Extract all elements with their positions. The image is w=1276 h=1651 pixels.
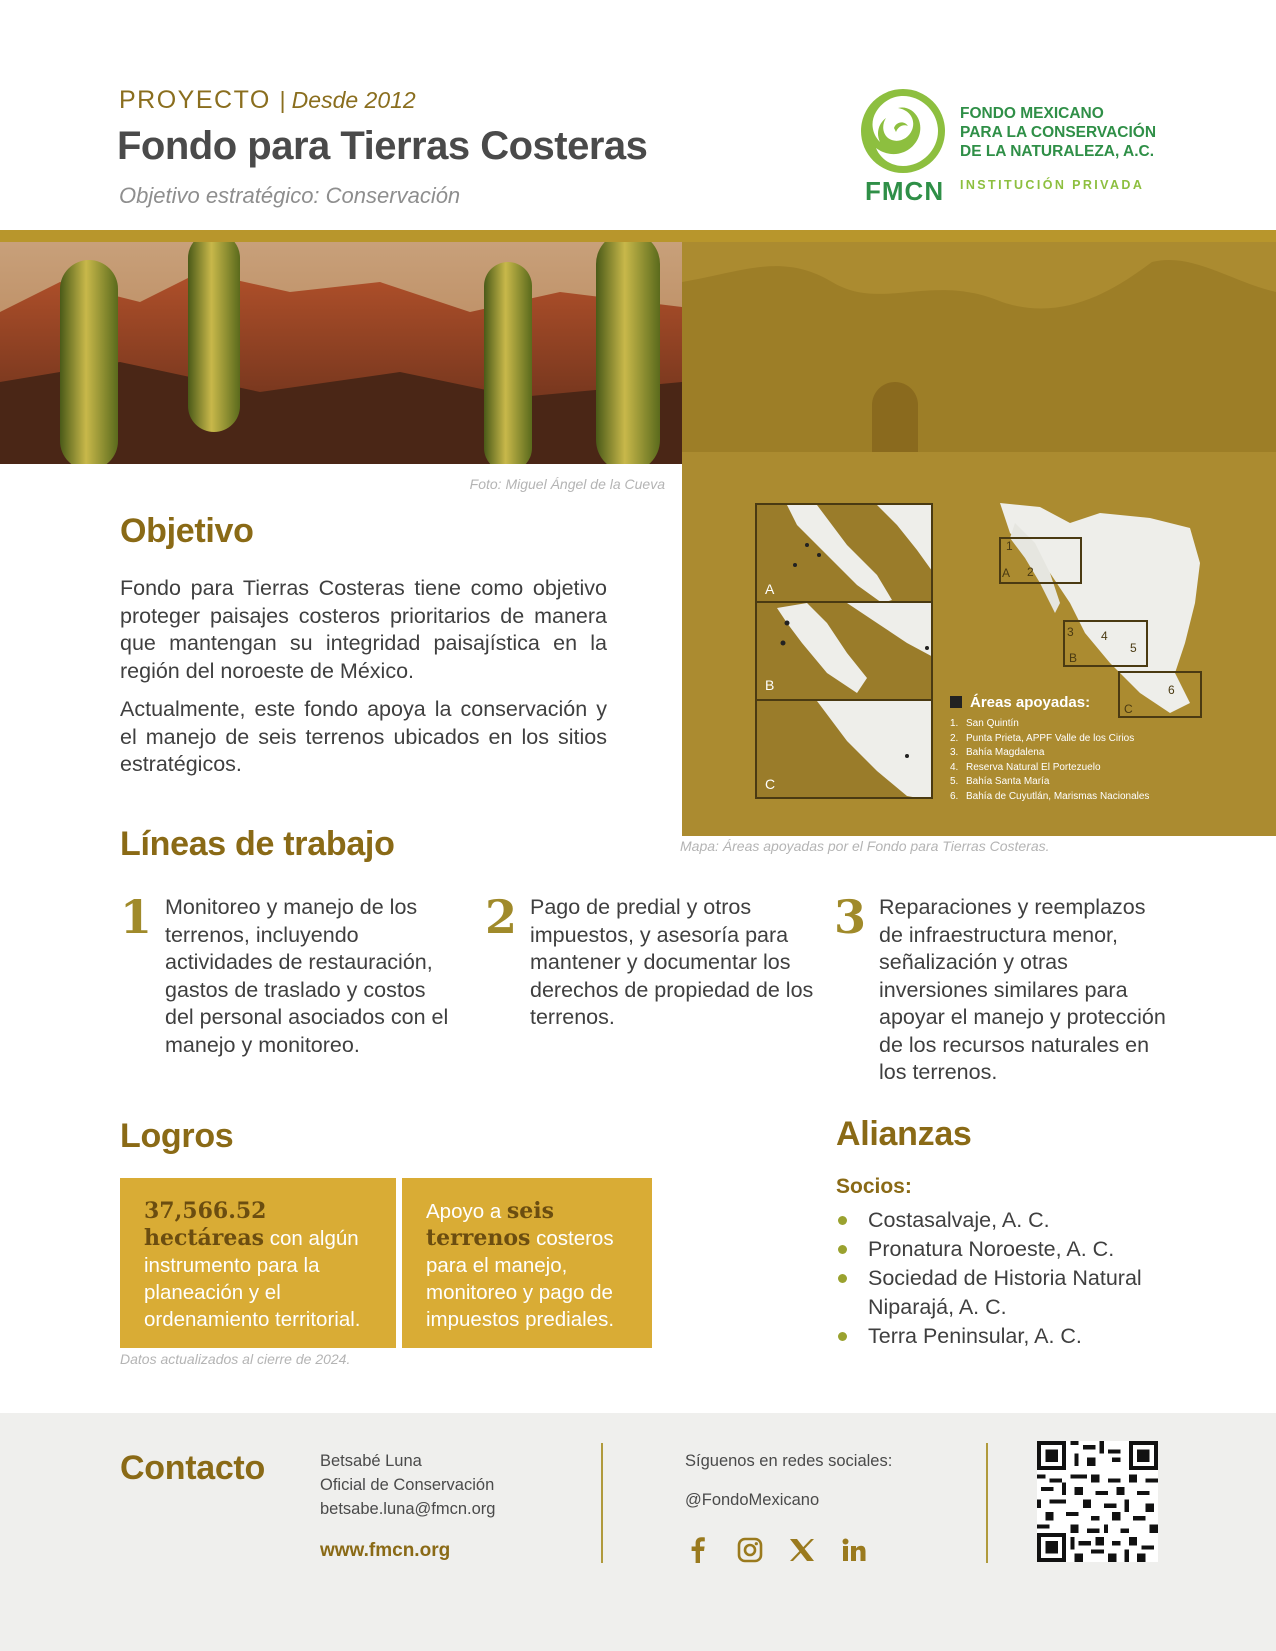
achievement-card-terrenos: [402, 1178, 652, 1348]
work-line-number: 3: [834, 890, 867, 944]
legend-item: 1. San Quintín: [950, 718, 1019, 729]
map-legend: [950, 694, 1149, 804]
legend-item: 3. Bahía Magdalena: [950, 747, 1045, 758]
overview-map: [990, 503, 1210, 718]
project-kicker: [119, 86, 416, 115]
photo-credit: Foto: Miguel Ángel de la Cueva: [469, 476, 665, 492]
inset-map-a: [755, 503, 933, 603]
since-label: | Desde 2012: [279, 87, 416, 113]
legend-item: 4. Reserva Natural El Portezuelo: [950, 761, 1101, 773]
fmcn-name: FONDO MEXICANO PARA LA CONSERVACIÓN DE LA NATURALEZA, A.C.: [960, 105, 1157, 160]
social-icons: [684, 1536, 868, 1564]
fmcn-logo: [860, 88, 1160, 206]
area-marker-5: 5: [1130, 641, 1137, 655]
legend-item: 6. Bahía de Cuyutlán, Marismas Nacionales: [950, 790, 1150, 802]
objetivo-heading: Objetivo: [120, 512, 254, 550]
social-handle[interactable]: @FondoMexicano: [685, 1491, 820, 1509]
alianzas-heading: Alianzas: [836, 1115, 972, 1153]
socio-item: Pronatura Noroeste, A. C.: [836, 1235, 1166, 1264]
work-line-text: Monitoreo y manejo de los terrenos, incluyendo actividades de restauración, gastos de traslado y costos del personal asociados con el manejo y monitoreo.: [165, 895, 449, 1057]
legend-title: Áreas apoyadas:: [950, 694, 1149, 711]
inset-map-b: [755, 601, 933, 701]
inset-map-c: [755, 699, 933, 799]
achievement-text: con algún instrumento para la planeación y el ordenamiento territorial.: [144, 1227, 361, 1331]
map-caption: Mapa: Áreas apoyadas por el Fondo para Tierras Costeras.: [680, 838, 1050, 854]
inset-label-b: B: [765, 677, 775, 693]
banner-bar: [0, 230, 1276, 242]
fmcn-abbr: FMCN: [865, 176, 945, 206]
cactus-photo: [0, 242, 682, 464]
logros-note: Datos actualizados al cierre de 2024.: [120, 1351, 351, 1367]
inset-label-a: A: [765, 581, 775, 597]
contact-details: [320, 1449, 495, 1521]
footer-divider: [986, 1443, 988, 1563]
qr-code[interactable]: [1037, 1441, 1158, 1562]
area-marker-6: 6: [1168, 683, 1175, 697]
socio-item: Costasalvaje, A. C.: [836, 1206, 1166, 1235]
work-line-number: 1: [120, 890, 153, 944]
facebook-icon[interactable]: [684, 1536, 712, 1564]
logros-heading: Logros: [120, 1117, 234, 1155]
area-marker-4: 4: [1101, 629, 1108, 643]
overview-letter-b: B: [1069, 651, 1078, 665]
legend-list: [950, 717, 1149, 804]
fmcn-tagline: INSTITUCIÓN PRIVADA: [960, 178, 1145, 192]
achievement-highlight: 37,566.52 hectáreas: [144, 1198, 267, 1251]
contact-email[interactable]: betsabe.luna@fmcn.org: [320, 1500, 496, 1518]
overview-letter-a: A: [1002, 566, 1011, 580]
contact-name: Betsabé Luna: [320, 1452, 422, 1470]
achievement-text: costeros para el manejo, monitoreo y pago de impuestos prediales.: [426, 1227, 615, 1331]
website-link[interactable]: www.fmcn.org: [320, 1540, 451, 1561]
contacto-heading: Contacto: [120, 1449, 265, 1487]
socio-item: Sociedad de Historia Natural Niparajá, A. C.: [836, 1264, 1166, 1322]
instagram-icon[interactable]: [736, 1536, 764, 1564]
footer-divider: [601, 1443, 603, 1563]
area-marker-2: 2: [1027, 565, 1034, 579]
legend-item: 5. Bahía Santa María: [950, 776, 1050, 787]
objetivo-paragraph-2: Actualmente, este fondo apoya la conservación y el manejo de seis terrenos ubicados en los sitios estratégicos.: [120, 697, 607, 776]
socios-list: [836, 1206, 1166, 1351]
area-marker-3: 3: [1067, 625, 1074, 639]
socios-label: Socios:: [836, 1175, 912, 1198]
linkedin-icon[interactable]: [840, 1536, 868, 1564]
work-line-text: Pago de predial y otros impuestos, y asesoría para mantener y documentar los derechos de propiedad de los terrenos.: [530, 895, 814, 1029]
page-title: Fondo para Tierras Costeras: [117, 124, 648, 168]
x-icon[interactable]: [788, 1536, 816, 1564]
inset-label-c: C: [765, 776, 776, 792]
achievement-prefix: Apoyo a: [426, 1200, 507, 1223]
overview-letter-c: C: [1124, 702, 1133, 716]
socio-item: Terra Peninsular, A. C.: [836, 1322, 1166, 1351]
lineas-heading: Líneas de trabajo: [120, 825, 395, 863]
work-line-number: 2: [485, 890, 518, 944]
work-line-text: Reparaciones y reemplazos de infraestructura menor, señalización y otras inversiones similares para apoyar el manejo y protección de los recursos naturales en los terrenos.: [879, 895, 1166, 1084]
legend-item: 2. Punta Prieta, APPF Valle de los Cirios: [950, 732, 1135, 744]
area-marker-1: 1: [1006, 539, 1013, 553]
kicker-label: PROYECTO: [119, 86, 271, 114]
page-subtitle: Objetivo estratégico: Conservación: [119, 183, 461, 208]
objetivo-paragraph-1: Fondo para Tierras Costeras tiene como objetivo proteger paisajes costeros prioritarios de manera que mantengan su integridad paisajística en la región del noroeste de México.: [120, 576, 607, 683]
achievement-highlight: seis terrenos: [426, 1198, 555, 1251]
social-label: Síguenos en redes sociales:: [685, 1452, 893, 1470]
contact-role: Oficial de Conservación: [320, 1476, 495, 1494]
fmcn-emblem-icon: [860, 88, 946, 174]
achievement-card-hectares: [120, 1178, 396, 1348]
